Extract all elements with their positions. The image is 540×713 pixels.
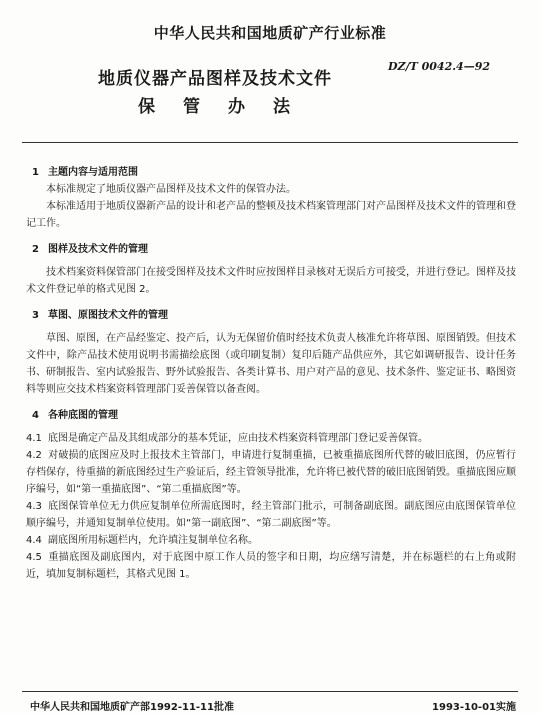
list-item [26, 430, 516, 447]
section-title: 草图、原图技术文件的管理 [48, 310, 168, 321]
section-3-heading [26, 307, 516, 324]
item-number: 4.5 [26, 552, 42, 563]
section-4-heading [26, 407, 516, 424]
item-number: 4.4 [26, 535, 42, 546]
item-number: 4.1 [26, 433, 42, 444]
section-number: 3 [32, 310, 39, 321]
standard-name: 中华人民共和国地质矿产行业标准 [153, 24, 387, 42]
section-title: 主题内容与适用范围 [48, 167, 138, 178]
list-item [26, 532, 516, 549]
paragraph: 草图、原图，在产品经鉴定、投产后，认为无保留价值时经技术负责人核准允许将草图、原图销毁。但技术文件中，除产品技术使用说明书需描绘底图（或印刷复制）复印后随产品供应外，其它如调研报告、设计任务书、研制报告、室内试验报告、野外试验报告、各类计算书、用户对产品的意见、技术条件、鉴定证书、略图资料等则应交技术档案资料管理部门妥善保管以备查阅。 [26, 333, 516, 395]
document-title-line2: 保管办法 [138, 97, 318, 117]
section-number: 1 [32, 167, 39, 178]
item-number: 4.3 [26, 501, 42, 512]
item-text: 底图保管单位无力供应复制单位所需底图时，经主管部门批示，可制备副底图。副底图应由底图保管单位顺序编号，并通知复制单位使用。如“第一副底图”、“第二副底图”等。 [26, 501, 516, 529]
section-number: 4 [32, 410, 39, 421]
section-number: 2 [32, 244, 39, 255]
item-text: 对破损的底图应及时上报技术主管部门，申请进行复制重描，已被重描底图所代替的破旧底图，仍应暂行存档保存，待重描的新底图经过生产验证后，经主管领导批准，允许将已被代替的破旧底图销毁。重描底图应顺序编号，如“第一重描底图”、“第二重描底图”等。 [26, 450, 516, 495]
paragraph: 技术档案资料保管部门在接受图样及技术文件时应按图样目录核对无误后方可接受，并进行登记。图样及技术文件登记单的格式见图 2。 [26, 267, 516, 295]
section-title: 各种底图的管理 [48, 410, 118, 421]
list-item [26, 498, 516, 532]
approval-date: 中华人民共和国地质矿产部1992-11-11批准 [30, 702, 234, 713]
item-number: 4.2 [26, 450, 42, 461]
list-item [26, 549, 516, 583]
footer-rule [22, 691, 518, 692]
document-title: 地质仪器产品图样及技术文件 [98, 69, 332, 89]
item-text: 副底图所用标题栏内，允许填注复制单位名称。 [48, 535, 258, 546]
paragraph: 本标准规定了地质仪器产品图样及技术文件的保管办法。 [46, 184, 296, 195]
section-2-heading [26, 241, 516, 258]
header-rule [22, 142, 518, 143]
item-text: 底图是确定产品及其组成部分的基本凭证，应由技术档案资料管理部门登记妥善保管。 [48, 433, 428, 444]
list-item [26, 447, 516, 498]
document-body [26, 164, 516, 583]
paragraph: 本标准适用于地质仪器新产品的设计和老产品的整顿及技术档案管理部门对产品图样及技术文件的管理和登记工作。 [26, 201, 516, 229]
section-title: 图样及技术文件的管理 [48, 244, 148, 255]
item-text: 重描底图及副底图内，对于底图中原工作人员的签字和日期，均应缮写清楚，并在标题栏的右上角或附近，填加复制标题栏，其格式见图 1。 [26, 552, 516, 580]
implementation-date: 1993-10-01实施 [432, 702, 516, 713]
standard-code: DZ/T 0042.4—92 [388, 60, 491, 73]
section-1-heading [26, 164, 516, 181]
